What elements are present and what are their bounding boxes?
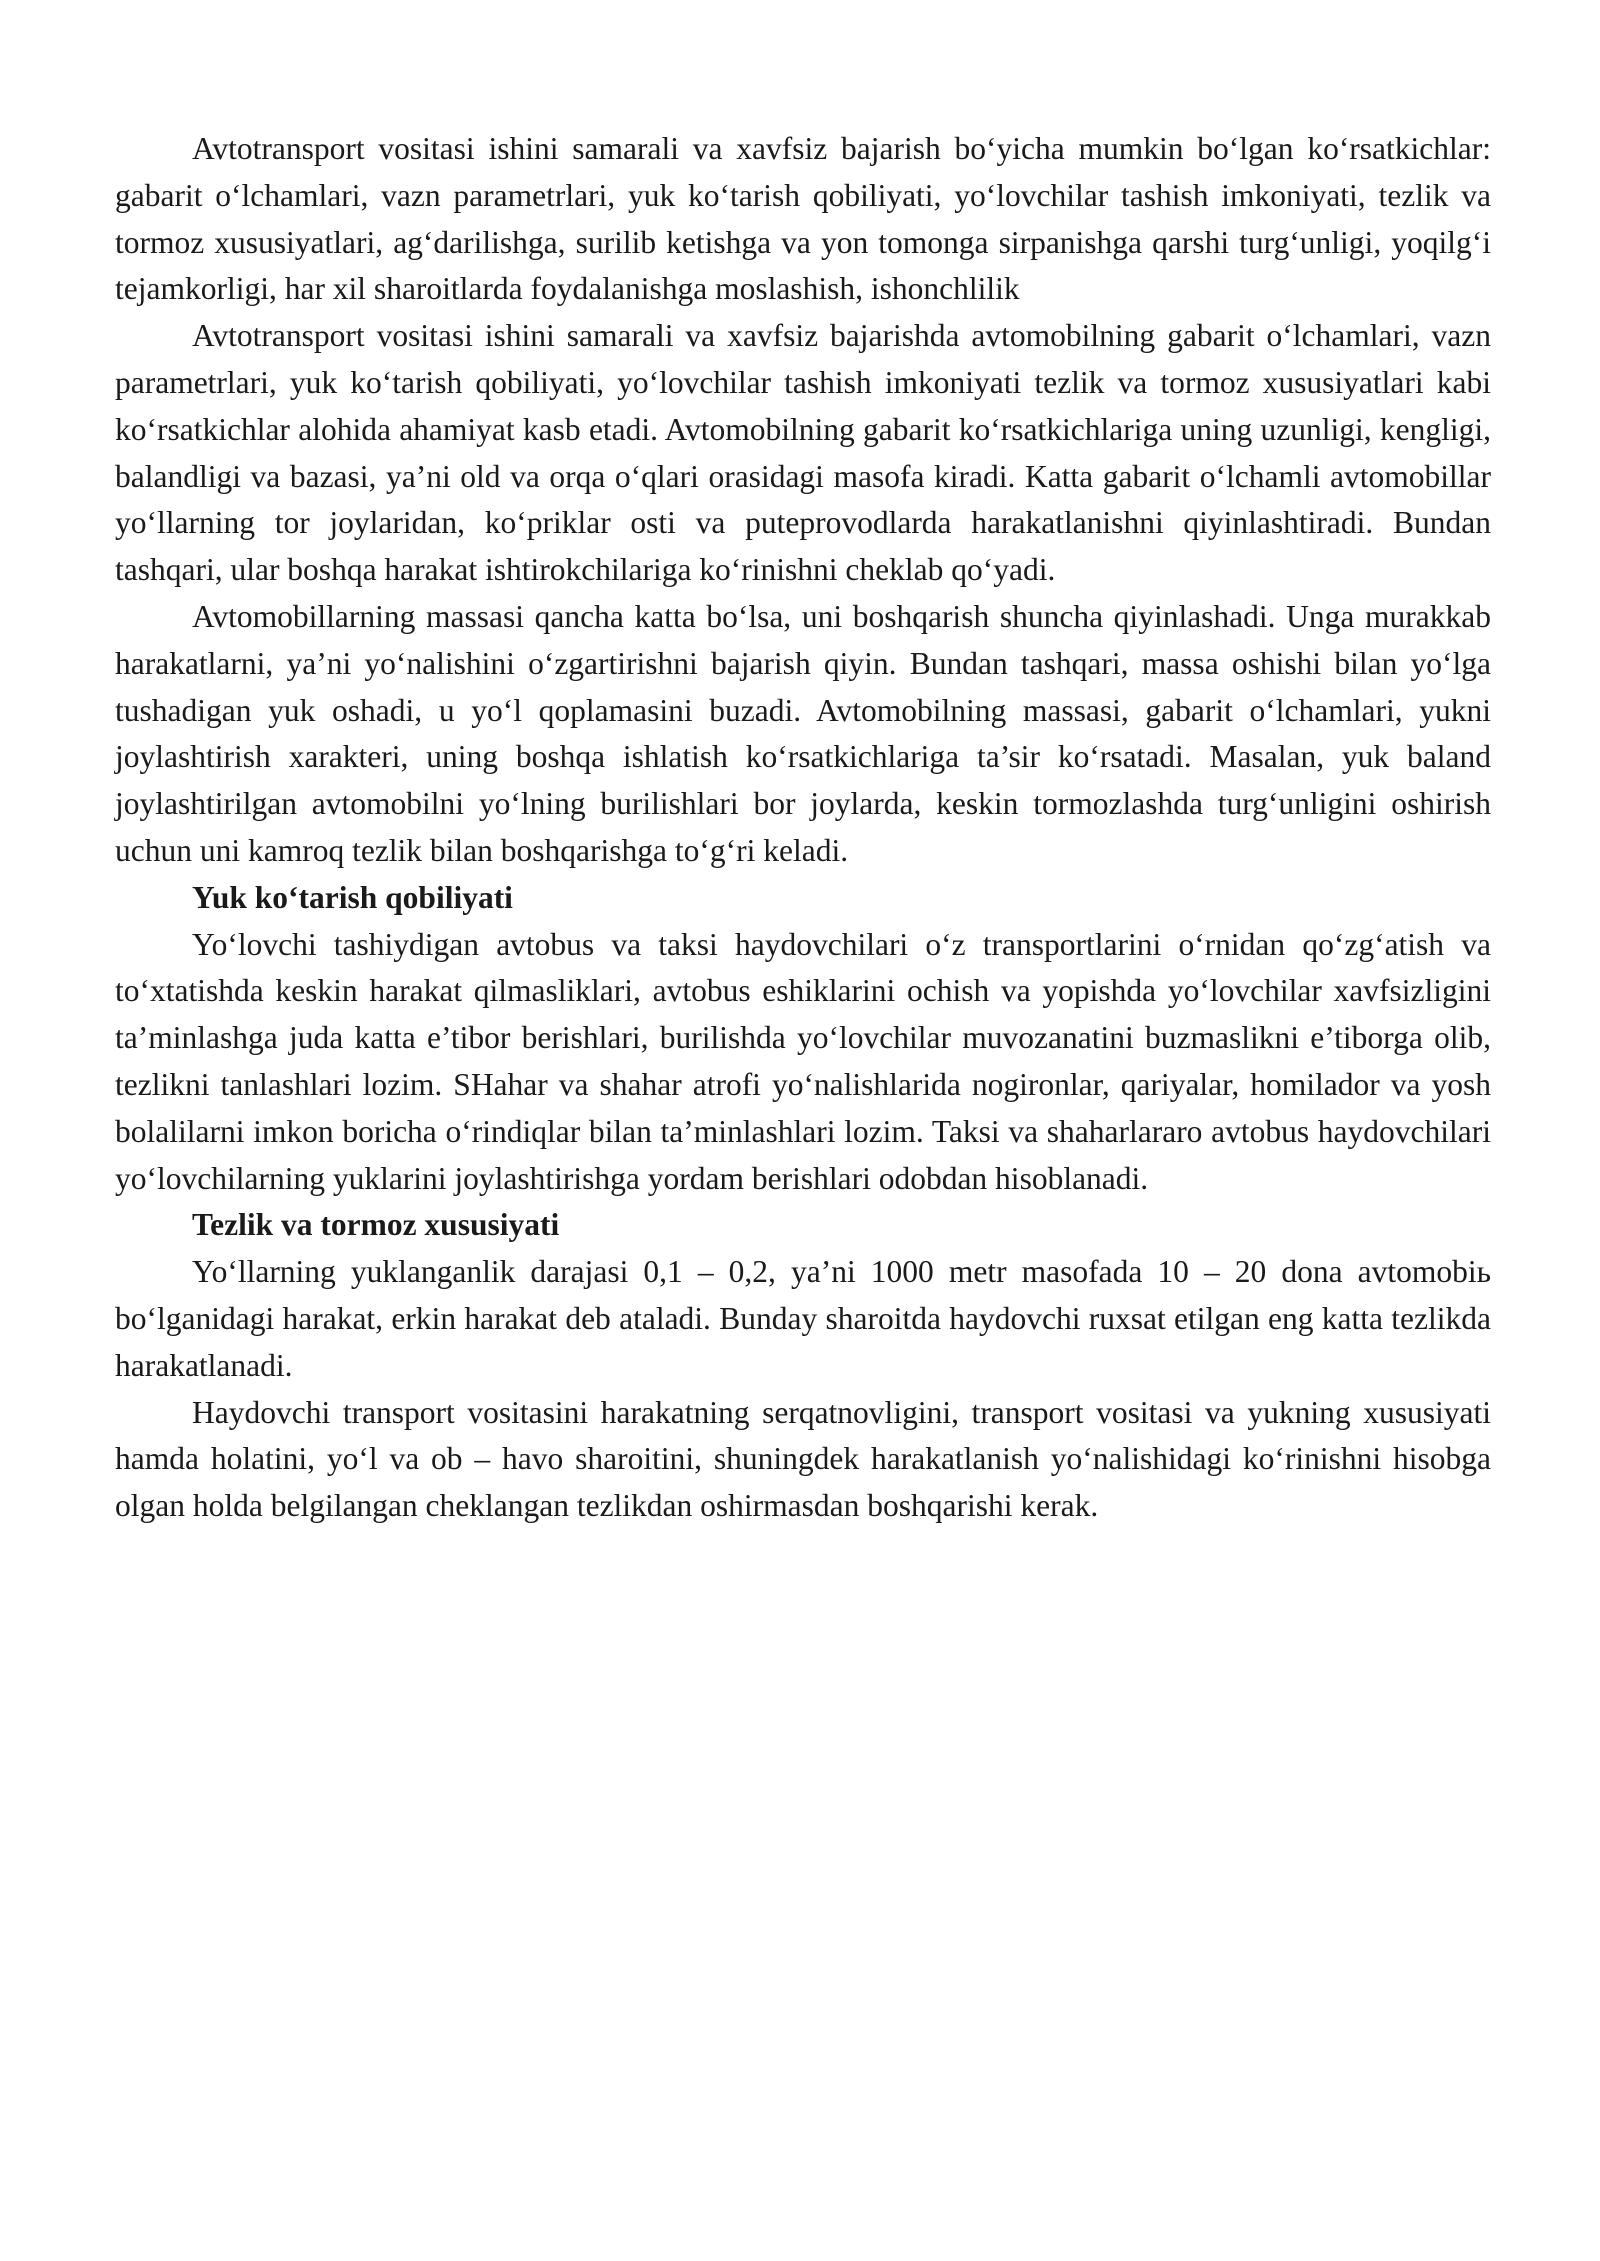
section-heading: Tezlik va tormoz xususiyati	[192, 1207, 560, 1243]
document-page	[115, 126, 1491, 1530]
body-paragraph: Yo‘lovchi tashiydigan avtobus va taksi haydovchilari o‘z transportlarini o‘rnidan qo‘zg‘atish va to‘xtatishda keskin harakat qilmasliklari, avtobus eshiklarini ochish va yopishda yo‘lovchilar xavfsizligini ta’minlashga juda katta e’tibor berishlari, burilishda yo‘lovchilar muvozanatini buzmaslikni e’tiborga olib, tezlikni tanlashlari lozim. SHahar va shahar atrofi yo‘nalishlarida nogironlar, qariyalar, homilador va yosh bolalilarni imkon boricha o‘rindiqlar bilan ta’minlashlari lozim. Taksi va shaharlararo avtobus haydovchilari yo‘lovchilarning yuklarini joylashtirishga yordam berishlari odobdan hisoblanadi.	[115, 926, 1491, 1196]
section-heading: Yuk ko‘tarish qobiliyati	[192, 879, 513, 915]
body-paragraph: Haydovchi transport vositasini harakatning serqatnovligini, transport vositasi va yukning xususiyati hamda holatini, yo‘l va ob – havo sharoitini, shuningdek harakatlanish yo‘nalishidagi ko‘rinishni hisobga olgan holda belgilangan cheklangan tezlikdan oshirmasdan boshqarishi kerak.	[115, 1394, 1491, 1524]
body-paragraph: Yo‘llarning yuklanganlik darajasi 0,1 – 0,2, ya’ni 1000 metr masofada 10 – 20 dona avtomobiь bo‘lganidagi harakat, erkin harakat deb ataladi. Bunday sharoitda haydovchi ruxsat etilgan eng katta tezlikda harakatlanadi.	[115, 1254, 1491, 1383]
body-paragraph: Avtotransport vositasi ishini samarali va xavfsiz bajarish bo‘yicha mumkin bo‘lgan ko‘rsatkichlar: gabarit o‘lchamlari, vazn parametrlari, yuk ko‘tarish qobiliyati, yo‘lovchilar tashish imkoniyati, tezlik va tormoz xususiyatlari, ag‘darilishga, surilib ketishga va yon tomonga sirpanishga qarshi turg‘unligi, yoqilg‘i tejamkorligi, har xil sharoitlarda foydalanishga moslashish, ishonchlilik	[115, 131, 1491, 307]
body-paragraph: Avtotransport vositasi ishini samarali va xavfsiz bajarishda avtomobilning gabarit o‘lchamlari, vazn parametrlari, yuk ko‘tarish qobiliyati, yo‘lovchilar tashish imkoniyati tezlik va tormoz xususiyatlari kabi ko‘rsatkichlar alohida ahamiyat kasb etadi. Avtomobilning gabarit ko‘rsatkichlariga uning uzunligi, kengligi, balandligi va bazasi, ya’ni old va orqa o‘qlari orasidagi masofa kiradi. Katta gabarit o‘lchamli avtomobillar yo‘llarning tor joylaridan, ko‘priklar osti va puteprovodlarda harakatlanishni qiyinlashtiradi. Bundan tashqari, ular boshqa harakat ishtirokchilariga ko‘rinishni cheklab qo‘yadi.	[115, 318, 1491, 588]
body-paragraph: Avtomobillarning massasi qancha katta bo‘lsa, uni boshqarish shuncha qiyinlashadi. Unga murakkab harakatlarni, ya’ni yo‘nalishini o‘zgartirishni bajarish qiyin. Bundan tashqari, massa oshishi bilan yo‘lga tushadigan yuk oshadi, u yo‘l qoplamasini buzadi. Avtomobilning massasi, gabarit o‘lchamlari, yukni joylashtirish xarakteri, uning boshqa ishlatish ko‘rsatkichlariga ta’sir ko‘rsatadi. Masalan, yuk baland joylashtirilgan avtomobilni yo‘lning burilishlari bor joylarda, keskin tormozlashda turg‘unligini oshirish uchun uni kamroq tezlik bilan boshqarishga to‘g‘ri keladi.	[115, 598, 1491, 868]
